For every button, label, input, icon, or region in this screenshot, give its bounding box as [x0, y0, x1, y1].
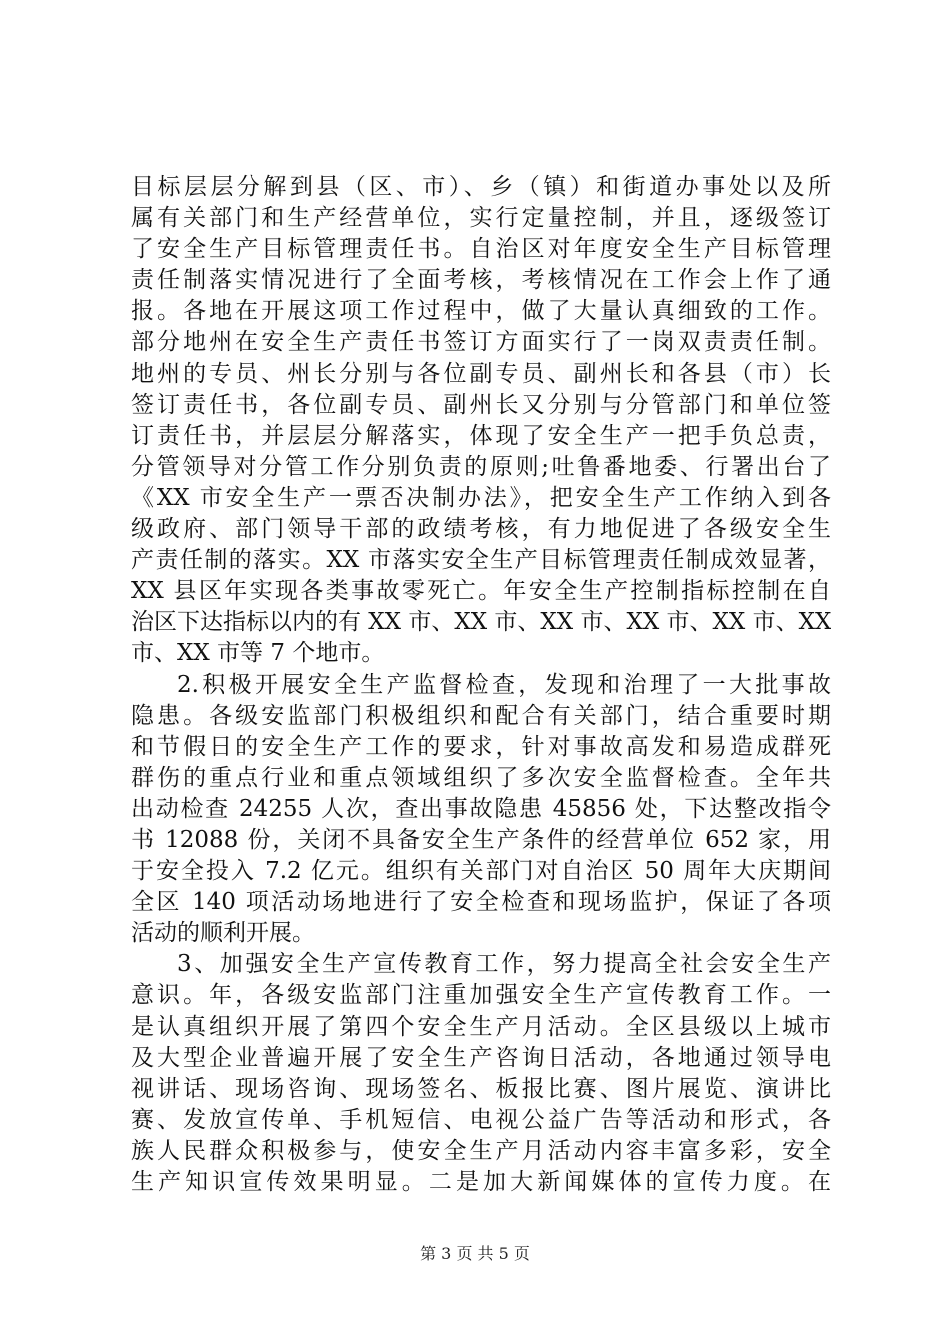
- page-footer: [0, 1244, 950, 1264]
- text-line: 及大型企业普遍开展了安全生产咨询日活动，各地通过领导电: [131, 1044, 831, 1071]
- text-line: 书 12088 份，关闭不具备安全生产条件的经营单位 652 家，用: [131, 826, 831, 853]
- text-line: 《XX 市安全生产一票否决制办法》，把安全生产工作纳入到各: [131, 484, 831, 511]
- text-line: 级政府、部门领导干部的政绩考核，有力地促进了各级安全生: [131, 516, 831, 543]
- text-line: 属有关部门和生产经营单位，实行定量控制，并且，逐级签订: [131, 205, 831, 232]
- text-line: 生产知识宣传效果明显。二是加大新闻媒体的宣传力度。在: [131, 1169, 831, 1195]
- text-line: 地州的专员、州长分别与各位副专员、副州长和各县（市）长: [131, 360, 831, 387]
- text-line: XX 县区年实现各类事故零死亡。年安全生产控制指标控制在自: [131, 578, 831, 605]
- text-line: 是认真组织开展了第四个安全生产月活动。全区县级以上城市: [131, 1013, 831, 1040]
- body-text: [131, 172, 831, 1198]
- text-line: 赛、发放宣传单、手机短信、电视公益广告等活动和形式，各: [131, 1106, 831, 1133]
- text-line: 订责任书，并层层分解落实，体现了安全生产一把手负总责，: [131, 422, 831, 449]
- paragraph-first-line: 3、加强安全生产宣传教育工作，努力提高全社会安全生产: [177, 951, 831, 978]
- paragraph-first-line: 2.积极开展安全生产监督检查，发现和治理了一大批事故: [177, 671, 831, 698]
- text-line: 责任制落实情况进行了全面考核，考核情况在工作会上作了通: [131, 267, 831, 294]
- text-line: 目标层层分解到县（区、市）、乡（镇）和街道办事处以及所: [131, 174, 831, 200]
- text-line: 族人民群众积极参与，使安全生产月活动内容丰富多彩，安全: [131, 1137, 831, 1164]
- text-line: 部分地州在安全生产责任书签订方面实行了一岗双责责任制。: [131, 329, 831, 356]
- text-line: 签订责任书，各位副专员、副州长又分别与分管部门和单位签: [131, 391, 831, 418]
- text-line: 和节假日的安全生产工作的要求，针对事故高发和易造成群死: [131, 733, 831, 760]
- text-line: 活动的顺利开展。: [131, 920, 315, 947]
- text-line: 治区下达指标以内的有 XX 市、XX 市、XX 市、XX 市、XX 市、XX: [131, 609, 831, 636]
- text-line: 全区 140 项活动场地进行了安全检查和现场监护，保证了各项: [131, 889, 831, 916]
- text-line: 隐患。各级安监部门积极组织和配合有关部门，结合重要时期: [131, 702, 831, 729]
- page-number: 第 3 页 共 5 页: [420, 1244, 530, 1263]
- text-line: 产责任制的落实。XX 市落实安全生产目标管理责任制成效显著，: [131, 547, 831, 574]
- text-line: 了安全生产目标管理责任书。自治区对年度安全生产目标管理: [131, 236, 831, 263]
- text-line: 视讲话、现场咨询、现场签名、板报比赛、图片展览、演讲比: [131, 1075, 831, 1102]
- text-line: 报。各地在开展这项工作过程中，做了大量认真细致的工作。: [131, 298, 831, 325]
- text-line: 于安全投入 7.2 亿元。组织有关部门对自治区 50 周年大庆期间: [131, 858, 831, 885]
- text-line: 出动检查 24255 人次，查出事故隐患 45856 处，下达整改指令: [131, 795, 831, 822]
- text-line: 市、XX 市等 7 个地市。: [131, 640, 385, 667]
- text-line: 分管领导对分管工作分别负责的原则;吐鲁番地委、行署出台了: [131, 453, 831, 480]
- text-line: 意识。年，各级安监部门注重加强安全生产宣传教育工作。一: [131, 982, 831, 1009]
- text-line: 群伤的重点行业和重点领域组织了多次安全监督检查。全年共: [131, 764, 831, 791]
